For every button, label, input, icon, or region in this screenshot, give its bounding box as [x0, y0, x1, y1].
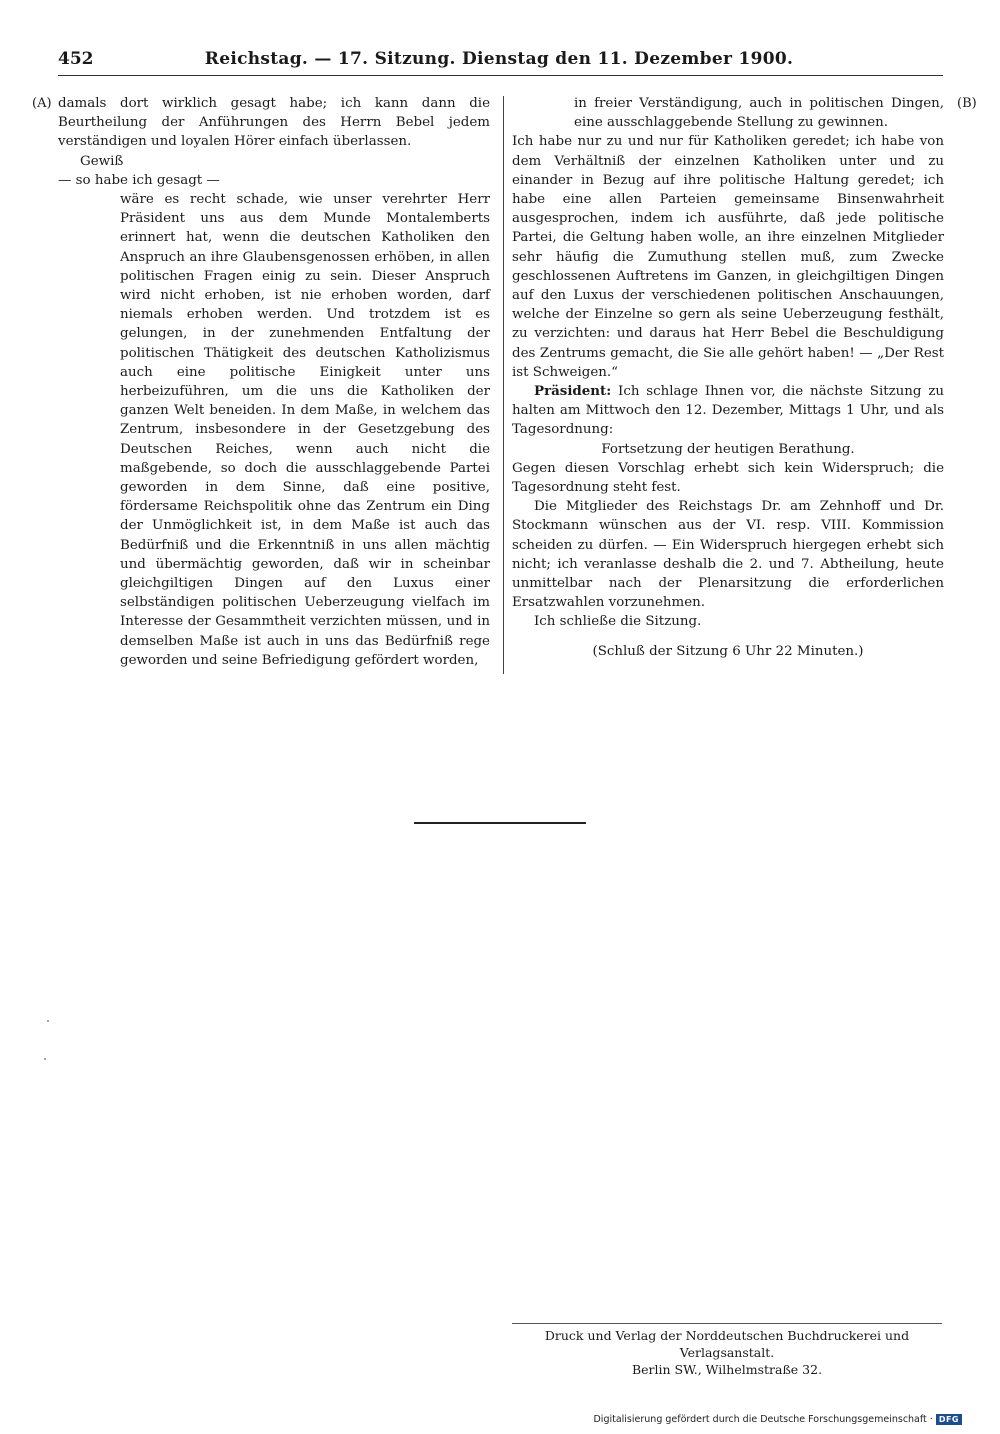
- imprint: [512, 1327, 942, 1378]
- header-rule: [58, 75, 943, 76]
- paragraph: Die Mitglieder des Reichstags Dr. am Zehnhoff und Dr. Stockmann wünschen aus der VI. resp. VIII. Kommission scheiden zu dürfen. — Ein Widerspruch hiergegen erhebt sich nicht; ich veranlasse deshalb die 2. und 7. Abtheilung, heute unmittelbar nach der Plenarsitzung die erforderlichen Ersatzwahlen vorzunehmen.: [512, 499, 944, 611]
- paragraph: damals dort wirklich gesagt habe; ich kann dann die Beurtheilung der Anführungen des Herrn Bebel jedem verständigen und loyalen Hörer einfach überlassen.: [58, 96, 490, 150]
- paragraph: Ich habe nur zu und nur für Katholiken geredet; ich habe von dem Verhältniß der einzelnen Katholiken unter und zu einander in Bezug auf ihre politische Haltung geredet; ich habe eine allen Parteien gemeinsame Binsenwahrheit ausgesprochen, indem ich ausführte, daß jede politische Partei, die Geltung haben wolle, an ihre einzelnen Mitglieder sehr häufig die Zumuthung stellen muß, zum Zwecke geschlossenen Auftretens im Ganzen, in gleichgiltigen Dingen auf den Luxus der verschiedenen politischen Anschauungen, welche der Einzelne so gern als seine Ueberzeugung festhält, zu verzichten: und daraus hat Herr Bebel die Beschuldigung des Zentrums gemacht, die Sie alle gehört haben! — „Der Rest ist Schweigen.“: [512, 134, 944, 380]
- paragraph: — so habe ich gesagt —: [58, 172, 220, 188]
- right-column: [512, 94, 944, 661]
- scan-speck: [47, 1020, 49, 1022]
- paragraph: Ich schließe die Sitzung.: [534, 614, 702, 630]
- imprint-address: Berlin SW., Wilhelmstraße 32.: [631, 1362, 823, 1377]
- quote-block-end: in freier Verständigung, auch in politischen Dingen, eine ausschlaggebende Stellung zu gewinnen.: [574, 96, 944, 131]
- page-title: Reichstag. — 17. Sitzung. Dienstag den 11. Dezember 1900.: [204, 49, 794, 69]
- quote-block: wäre es recht schade, wie unser verehrter Herr Präsident uns aus dem Munde Montalemberts erinnert hat, wenn die deutschen Katholiken den Anspruch an ihre Glaubensgenossen erhöben, in allen politischen Fragen einig zu sein. Dieser Anspruch wird nicht erhoben, ist nie erhoben worden, darf niemals erhoben werden. Und trotzdem ist es gelungen, in der zunehmenden Entfaltung der politischen Thätigkeit des deutschen Katholizismus auch eine politische Einigkeit unter uns herbeizuführen, um die uns die Katholiken der ganzen Welt beneiden. In dem Maße, in welchem das Zentrum, insbesondere in der Gesetzgebung des Deutschen Reiches, wenn auch nicht die maßgebende, so doch die ausschlaggebende Partei geworden in dem Sinne, daß eine positive, fördersame Reichspolitik ohne das Zentrum ein Ding der Unmöglichkeit ist, in dem Maße ist auch das Bedürfniß und die Erkenntniß in uns allen mächtig und übermächtig geworden, daß wir in scheinbar gleichgiltigen Dingen auf den Luxus einer selbständigen politischen Ueberzeugung vielfach im Interesse der Gesammtheit verzichten müssen, und in demselben Maße ist auch in uns das Bedürfniß rege geworden und seine Befriedigung gefördert worden,: [120, 192, 490, 668]
- paragraph: Gegen diesen Vorschlag erhebt sich kein Widerspruch; die Tagesordnung steht fest.: [512, 460, 944, 496]
- speaker-label: Präsident:: [534, 383, 612, 400]
- session-end-note: (Schluß der Sitzung 6 Uhr 22 Minuten.): [592, 643, 864, 659]
- page-number: 452: [58, 49, 94, 69]
- section-end-rule: [414, 822, 586, 824]
- scan-speck: [44, 1058, 46, 1060]
- imprint-rule: [512, 1323, 942, 1324]
- column-divider: [503, 96, 504, 674]
- agenda-item: Fortsetzung der heutigen Berathung.: [601, 441, 855, 457]
- credit-text: Digitalisierung gefördert durch die Deutsche Forschungsgemeinschaft ·: [593, 1414, 933, 1425]
- imprint-publisher: Druck und Verlag der Norddeutschen Buchdruckerei und Verlagsanstalt.: [544, 1328, 910, 1360]
- paragraph: Gewiß: [80, 153, 124, 169]
- margin-marker-b: (B): [957, 96, 977, 111]
- margin-marker-a: (A): [32, 96, 52, 111]
- speaker-text: Ich schlage Ihnen vor, die nächste Sitzung zu halten am Mittwoch den 12. Dezember, Mittags 1 Uhr, und als Tagesordnung:: [512, 384, 944, 438]
- left-column: [58, 94, 490, 670]
- speaker-paragraph: [512, 382, 944, 440]
- dfg-logo: DFG: [936, 1414, 962, 1425]
- digitization-credit: [593, 1414, 962, 1425]
- page-header: [58, 46, 940, 72]
